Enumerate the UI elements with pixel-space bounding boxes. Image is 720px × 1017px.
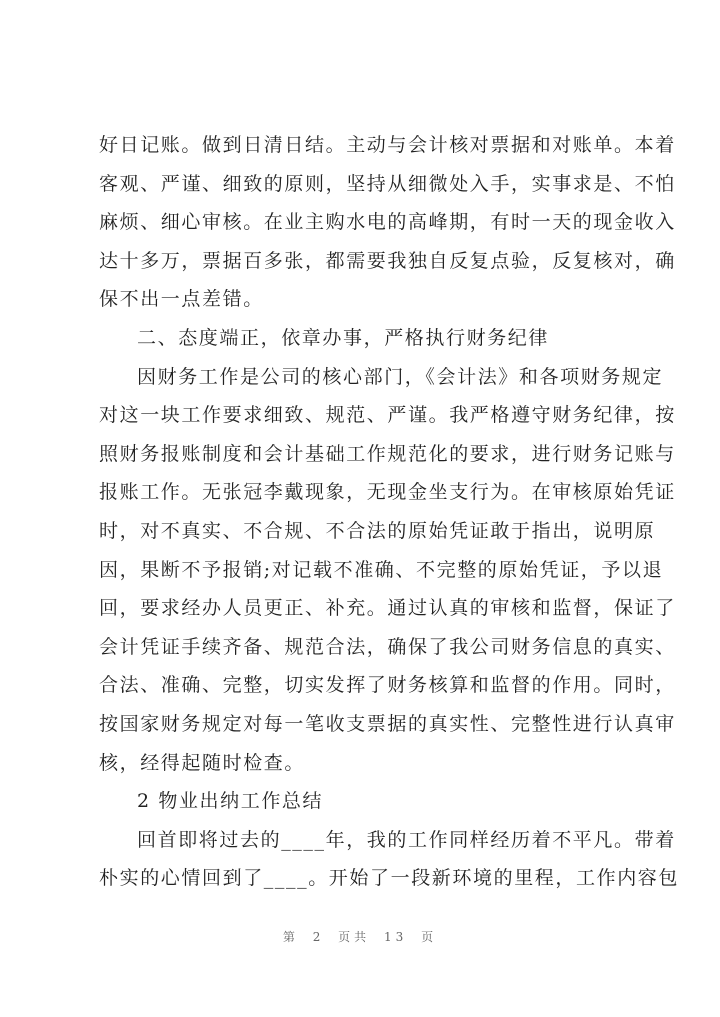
text-line: 回，要求经办人员更正、补充。通过认真的审核和监督，保证了 <box>99 597 676 620</box>
text-line: 时，对不真实、不合规、不合法的原始凭证敢于指出，说明原 <box>99 519 656 542</box>
page-number-footer: 第 2 页共 13 页 <box>282 930 438 944</box>
text-line: 报账工作。无张冠李戴现象，无现金坐支行为。在审核原始凭证 <box>99 481 676 504</box>
text-line: 达十多万，票据百多张，都需要我独自反复点验，反复核对，确 <box>99 249 676 272</box>
text-line: 麻烦、细心审核。在业主购水电的高峰期，有时一天的现金收入 <box>99 211 676 234</box>
text-line: 因，果断不予报销;对记载不准确、不完整的原始凭证，予以退 <box>99 558 664 581</box>
text-line: 对这一块工作要求细致、规范、严谨。我严格遵守财务纪律，按 <box>99 404 676 427</box>
text-line: 朴实的心情回到了____。开始了一段新环境的里程，工作内容包 <box>99 867 680 890</box>
section-heading: 2 物业出纳工作总结 <box>137 790 324 813</box>
text-line: 合法、准确、完整，切实发挥了财务核算和监督的作用。同时， <box>99 674 676 697</box>
text-line: 回首即将过去的____年，我的工作同样经历着不平凡。带着 <box>137 828 676 851</box>
text-line: 照财务报账制度和会计基础工作规范化的要求，进行财务记账与 <box>99 442 676 465</box>
text-line: 保不出一点差错。 <box>99 288 264 311</box>
text-line: 核，经得起随时检查。 <box>99 751 306 774</box>
text-line: 因财务工作是公司的核心部门，《会计法》和各项财务规定 <box>137 365 664 388</box>
text-line: 客观、严谨、细致的原则，坚持从细微处入手，实事求是、不怕 <box>99 172 676 195</box>
text-line: 会计凭证手续齐备、规范合法，确保了我公司财务信息的真实、 <box>99 635 676 658</box>
document-body <box>99 126 680 898</box>
text-line: 按国家财务规定对每一笔收支票据的真实性、完整性进行认真审 <box>99 712 676 735</box>
text-line: 好日记账。做到日清日结。主动与会计核对票据和对账单。本着 <box>99 134 676 156</box>
section-heading: 二、态度端正，依章办事，严格执行财务纪律 <box>137 326 550 349</box>
